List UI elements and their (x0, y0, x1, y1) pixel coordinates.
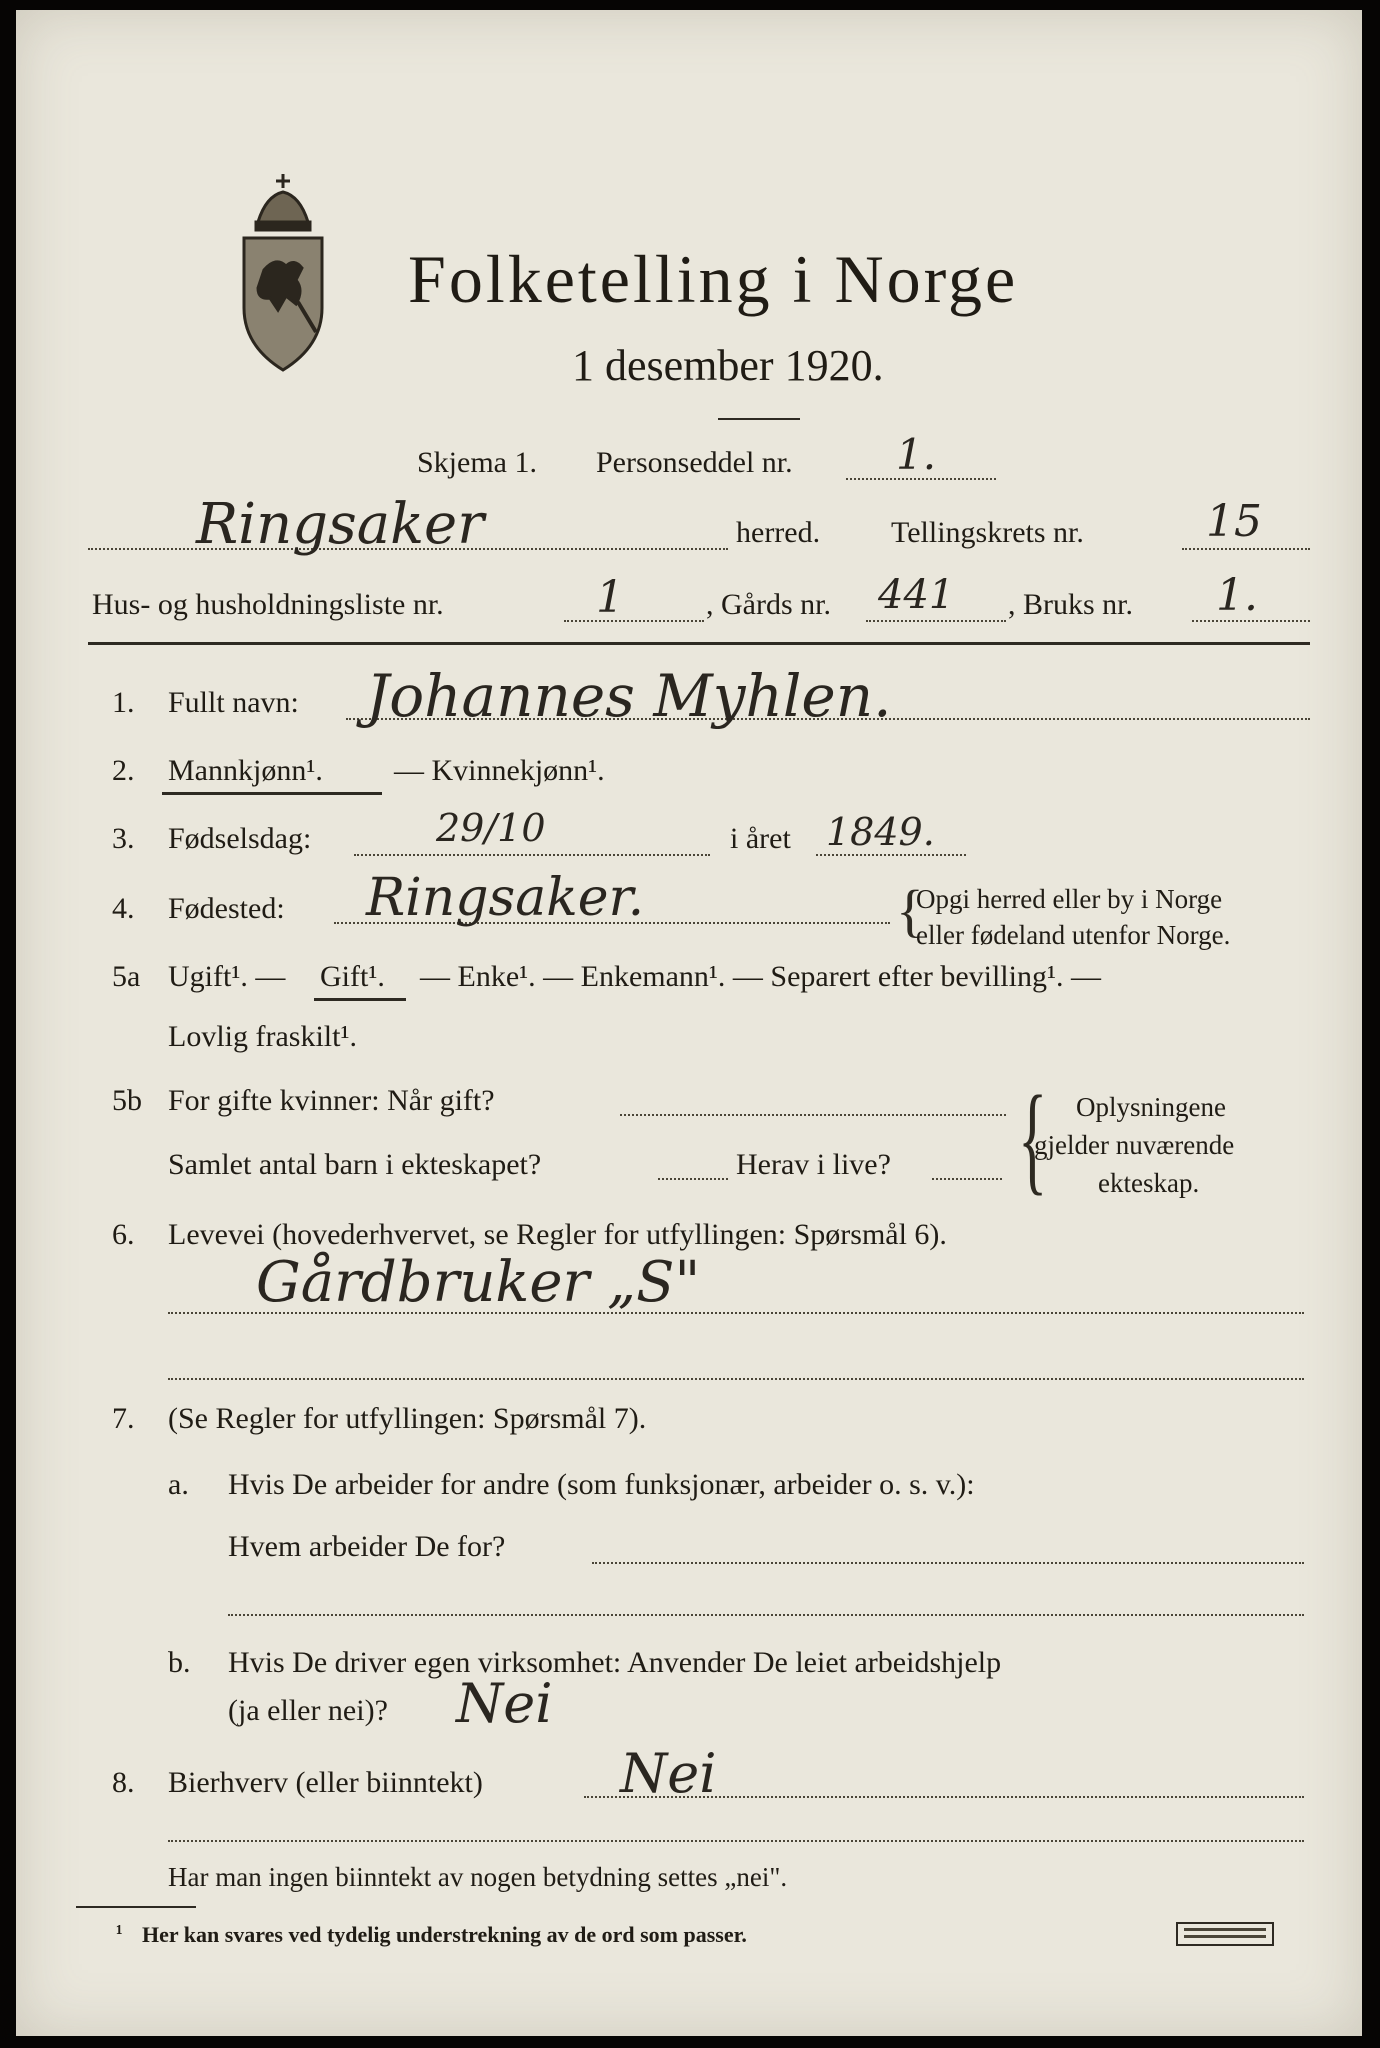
q5b-married-line[interactable] (620, 1114, 1006, 1116)
q5b-note-line3: ekteskap. (1098, 1168, 1200, 1198)
footnote-mark: ¹ (116, 1920, 123, 1945)
q8-line2[interactable] (168, 1840, 1304, 1842)
kvinnekjonn-option[interactable]: — Kvinnekjønn¹. (394, 754, 605, 787)
skjema-label: Skjema 1. (417, 446, 537, 479)
title-divider (718, 418, 800, 420)
q4-label: Fødested: (168, 892, 285, 925)
bruks-value[interactable]: 1. (1216, 570, 1258, 621)
form-title: Folketelling i Norge (408, 241, 1019, 317)
gards-value[interactable]: 441 (878, 572, 955, 618)
mannkjonn-option[interactable]: Mannkjønn¹. (168, 754, 323, 787)
bruks-label: , Bruks nr. (1008, 588, 1134, 621)
q5b-alive-line[interactable] (932, 1178, 1002, 1180)
q1-number: 1. (112, 686, 135, 719)
footer-note: Har man ingen biinntekt av nogen betydning settes „nei". (168, 1862, 788, 1892)
census-date: 1 desember 1920. (572, 341, 884, 390)
herred-label: herred. (736, 516, 821, 549)
tellingskrets-value[interactable]: 15 (1206, 496, 1262, 547)
q5b-note-line2: gjelder nuværende (1034, 1130, 1235, 1160)
herred-value[interactable]: Ringsaker (196, 492, 484, 557)
full-name-value[interactable]: Johannes Myhlen. (366, 662, 892, 730)
q7-label: (Se Regler for utfyllingen: Spørsmål 7). (168, 1402, 647, 1435)
tellingskrets-label: Tellingskrets nr. (891, 516, 1084, 549)
occupation-value[interactable]: Gårdbruker „S" (256, 1250, 701, 1315)
coat-of-arms-emblem (238, 170, 328, 380)
footnote-text: Her kan svares ved tydelig understrekning av de ord som passer. (142, 1922, 747, 1947)
header-rule (88, 642, 1310, 645)
q5b-line2b: Herav i live? (736, 1148, 891, 1181)
hus-label: Hus- og husholdningsliste nr. (92, 588, 444, 621)
q7a-line2: Hvem arbeider De for? (228, 1530, 506, 1563)
tellingskrets-line (1182, 548, 1310, 550)
personseddel-label: Personseddel nr. (596, 446, 793, 479)
mannkjonn-underline (162, 792, 382, 795)
q7b-line2: (ja eller nei)? (228, 1694, 388, 1727)
q8-number: 8. (112, 1766, 135, 1799)
q6-label: Levevei (hovederhvervet, se Regler for utfyllingen: Spørsmål 6). (168, 1218, 947, 1251)
q5b-line1: For gifte kvinner: Når gift? (168, 1084, 495, 1117)
q8-value[interactable]: Nei (620, 1742, 717, 1805)
census-form-page (16, 10, 1362, 2036)
q4-note-line2: eller fødeland utenfor Norge. (916, 920, 1231, 950)
q5a-other-options[interactable]: — Enke¹. — Enkemann¹. — Separert efter bevilling¹. — (420, 960, 1101, 993)
q7a-employer-line2[interactable] (228, 1614, 1304, 1616)
q6-number: 6. (112, 1218, 135, 1251)
q6-line2 (168, 1378, 1304, 1380)
birthplace-value[interactable]: Ringsaker. (366, 868, 645, 928)
birthday-value[interactable]: 29/10 (436, 806, 546, 850)
q7b-line1: Hvis De driver egen virksomhet: Anvender De leiet arbeidshjelp (228, 1646, 1002, 1679)
footnote-rule (76, 1906, 196, 1908)
q5b-line2a: Samlet antal barn i ekteskapet? (168, 1148, 542, 1181)
q3-number: 3. (112, 822, 135, 855)
hus-line (564, 620, 704, 622)
q5b-brace: { (1018, 1071, 1048, 1206)
q5b-note-line1: Oplysningene (1076, 1092, 1226, 1122)
gards-label: , Gårds nr. (706, 588, 831, 621)
q7-number: 7. (112, 1402, 135, 1435)
q7a-employer-line[interactable] (592, 1562, 1304, 1564)
q7a-letter: a. (168, 1468, 189, 1501)
birth-year-value[interactable]: 1849. (826, 810, 935, 854)
q7b-letter: b. (168, 1646, 191, 1679)
gift-option[interactable]: Gift¹. (320, 960, 385, 993)
q5b-children-line[interactable] (658, 1178, 728, 1180)
personseddel-value[interactable]: 1. (896, 430, 937, 479)
q5b-number: 5b (112, 1084, 142, 1117)
q1-label: Fullt navn: (168, 686, 299, 719)
aaret-line (816, 854, 966, 856)
gift-underline (314, 998, 406, 1001)
q3-day-line (354, 854, 710, 856)
hus-value[interactable]: 1 (596, 572, 624, 623)
q7a-line1: Hvis De arbeider for andre (som funksjonær, arbeider o. s. v.): (228, 1468, 975, 1501)
lovlig-fraskilt-option[interactable]: Lovlig fraskilt¹. (168, 1020, 357, 1053)
gards-line (866, 620, 1006, 622)
q5a-number: 5a (112, 960, 141, 993)
printer-stamp (1176, 1922, 1274, 1946)
q8-label: Bierhverv (eller biinntekt) (168, 1766, 483, 1799)
q2-number: 2. (112, 754, 135, 787)
q4-brace: { (896, 878, 924, 943)
aaret-label: i året (730, 822, 791, 855)
ugift-option[interactable]: Ugift¹. — (168, 960, 286, 993)
q3-label: Fødselsdag: (168, 822, 312, 855)
q4-number: 4. (112, 892, 135, 925)
q4-note-line1: Opgi herred eller by i Norge (916, 884, 1223, 914)
q7b-value[interactable]: Nei (456, 1672, 553, 1735)
